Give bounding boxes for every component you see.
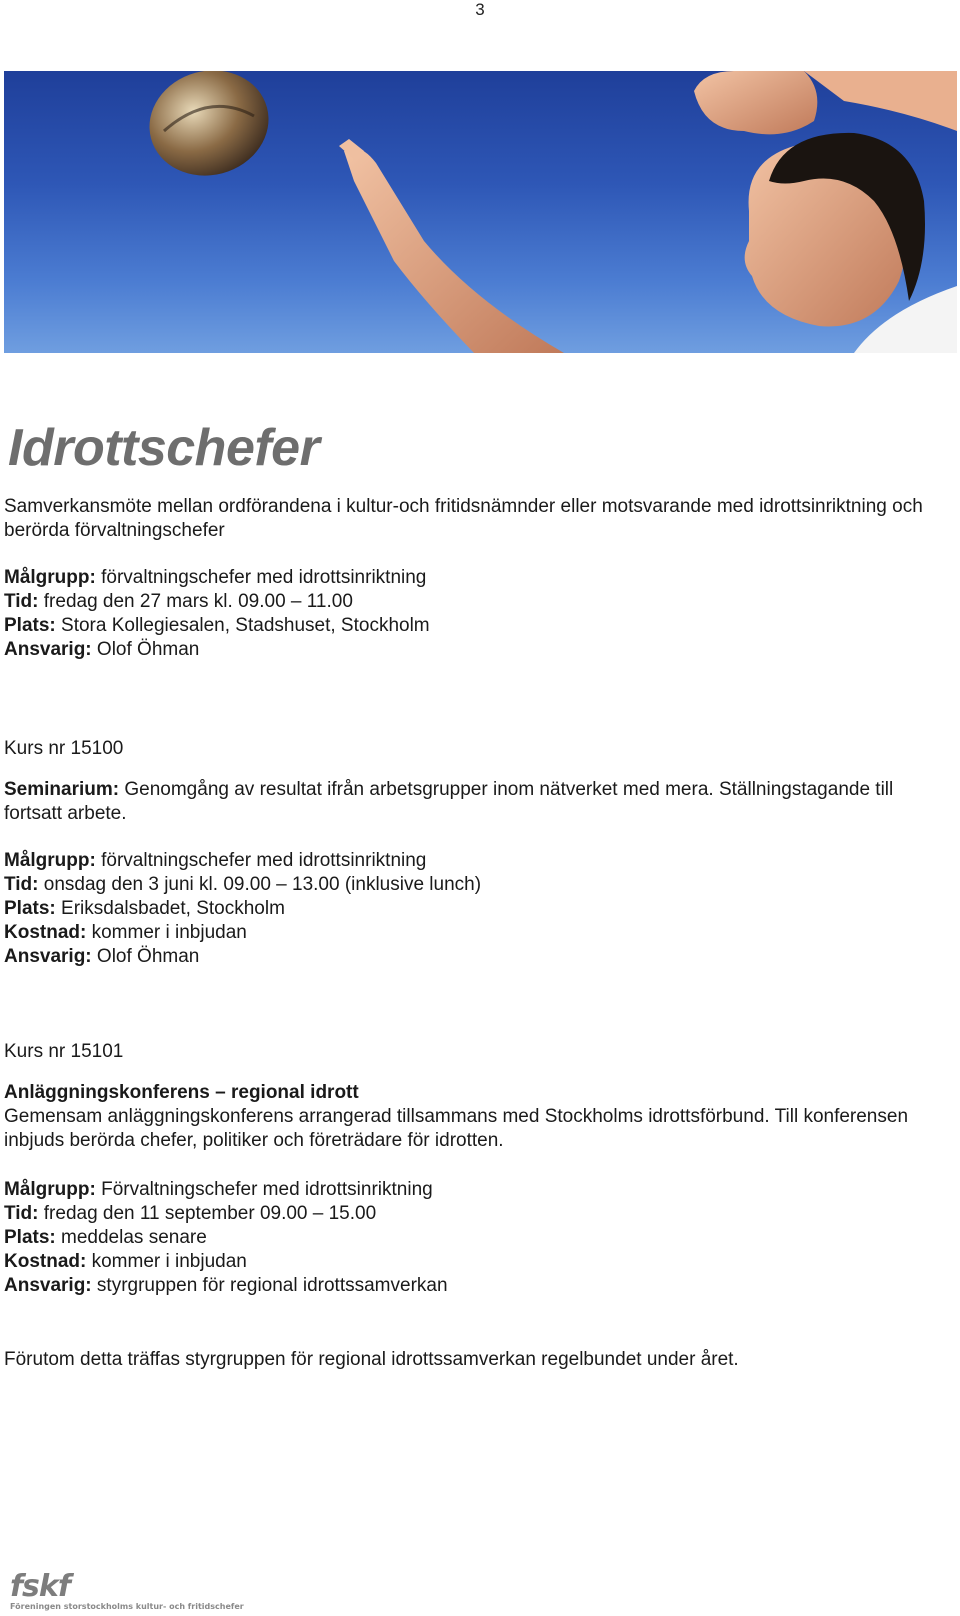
plats-label: Plats: bbox=[4, 1227, 56, 1248]
intro-section bbox=[4, 495, 944, 543]
kostnad-value: kommer i inbjudan bbox=[91, 922, 247, 943]
intro-malgrupp bbox=[4, 566, 944, 590]
course-15100-section bbox=[4, 737, 944, 761]
hand-shape bbox=[694, 71, 817, 134]
course-15101-description bbox=[4, 1081, 944, 1153]
malgrupp-label: Målgrupp: bbox=[4, 1179, 96, 1200]
hero-photo bbox=[4, 71, 957, 353]
malgrupp-label: Målgrupp: bbox=[4, 567, 96, 588]
plats-value: Eriksdalsbadet, Stockholm bbox=[61, 898, 285, 919]
page-title: Idrottschefer bbox=[8, 419, 320, 477]
arm-shape bbox=[344, 148, 564, 353]
logo-subtitle: Föreningen storstockholms kultur- och fritidschefer bbox=[10, 1602, 244, 1611]
seminarium-label: Seminarium: bbox=[4, 779, 120, 800]
plats-value: meddelas senare bbox=[61, 1227, 207, 1248]
course-15101-details bbox=[4, 1178, 944, 1298]
malgrupp-value: förvaltningschefer med idrottsinriktning bbox=[101, 567, 427, 588]
malgrupp-value: Förvaltningschefer med idrottsinriktning bbox=[101, 1179, 433, 1200]
fskf-logo bbox=[10, 1569, 310, 1616]
intro-details bbox=[4, 566, 944, 662]
intro-ansvarig bbox=[4, 638, 944, 662]
closing-section bbox=[4, 1348, 944, 1372]
seminarium-value: Genomgång av resultat ifrån arbetsgrupper inom nätverket med mera. Ställningstagande till fortsatt arbete. bbox=[4, 779, 894, 824]
course-description: Gemensam anläggningskonferens arrangerad tillsammans med Stockholms idrottsförbund. Till konferensen inbjuds berörda chefer, politiker och företrädare för idrotten. bbox=[4, 1106, 909, 1151]
ansvarig-label: Ansvarig: bbox=[4, 946, 92, 967]
course-heading: Anläggningskonferens – regional idrott bbox=[4, 1082, 359, 1103]
plats-label: Plats: bbox=[4, 898, 56, 919]
kostnad-value: kommer i inbjudan bbox=[91, 1251, 247, 1272]
tid-value: fredag den 27 mars kl. 09.00 – 11.00 bbox=[43, 591, 353, 612]
course-15100-details bbox=[4, 849, 944, 969]
plats-label: Plats: bbox=[4, 615, 56, 636]
malgrupp-label: Målgrupp: bbox=[4, 850, 96, 871]
ansvarig-label: Ansvarig: bbox=[4, 1275, 92, 1296]
volleyball-player-illustration bbox=[4, 71, 957, 353]
tid-value: fredag den 11 september 09.00 – 15.00 bbox=[43, 1203, 377, 1224]
tid-label: Tid: bbox=[4, 591, 39, 612]
intro-plats bbox=[4, 614, 944, 638]
tid-label: Tid: bbox=[4, 1203, 39, 1224]
plats-value: Stora Kollegiesalen, Stadshuset, Stockholm bbox=[61, 615, 430, 636]
ansvarig-value: Olof Öhman bbox=[96, 639, 200, 660]
course-15101-section bbox=[4, 1040, 944, 1064]
course-number: Kurs nr 15100 bbox=[4, 738, 124, 759]
tid-label: Tid: bbox=[4, 874, 39, 895]
course-number: Kurs nr 15101 bbox=[4, 1041, 124, 1062]
closing-text: Förutom detta träffas styrgruppen för regional idrottssamverkan regelbundet under året. bbox=[4, 1349, 739, 1370]
tid-value: onsdag den 3 juni kl. 09.00 – 13.00 (inklusive lunch) bbox=[43, 874, 482, 895]
ansvarig-label: Ansvarig: bbox=[4, 639, 92, 660]
malgrupp-value: förvaltningschefer med idrottsinriktning bbox=[101, 850, 427, 871]
course-15100-seminar bbox=[4, 778, 944, 826]
logo-wordmark: fskf bbox=[10, 1569, 70, 1604]
kostnad-label: Kostnad: bbox=[4, 1251, 87, 1272]
ansvarig-value: styrgruppen för regional idrottssamverkan bbox=[96, 1275, 448, 1296]
page-number: 3 bbox=[475, 0, 485, 19]
kostnad-label: Kostnad: bbox=[4, 922, 87, 943]
ansvarig-value: Olof Öhman bbox=[96, 946, 200, 967]
intro-tid bbox=[4, 590, 944, 614]
ball-shape bbox=[138, 71, 281, 189]
intro-text: Samverkansmöte mellan ordförandena i kultur-och fritidsnämnder eller motsvarande med idrottsinriktning och berörda förvaltningschefer bbox=[4, 496, 923, 541]
